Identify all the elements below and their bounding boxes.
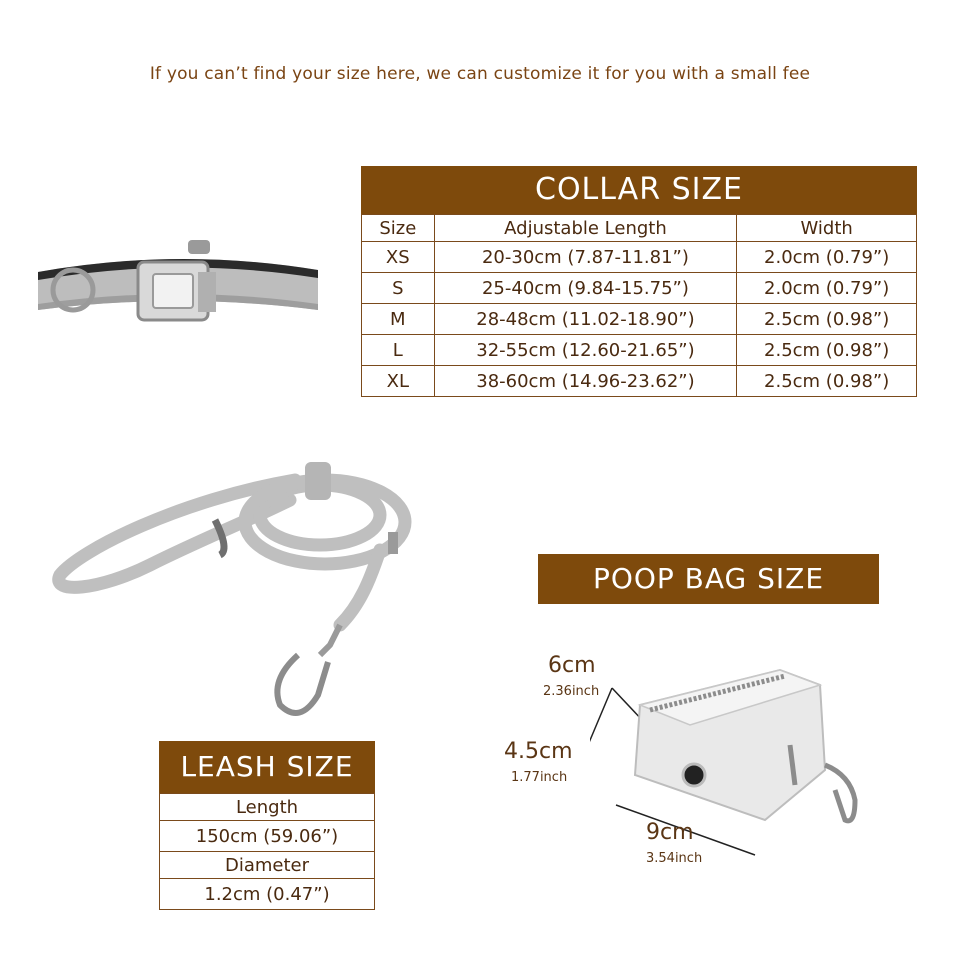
size-cell: S (362, 273, 435, 304)
column-header-width: Width (737, 215, 917, 242)
width-cell: 2.5cm (0.98”) (737, 304, 917, 335)
collar-image (28, 232, 348, 342)
poop-bag-size-title: POOP BAG SIZE (538, 554, 879, 604)
custom-size-notice: If you can’t find your size here, we can customize it for you with a small fee (149, 64, 811, 84)
width-cell: 2.5cm (0.98”) (737, 366, 917, 397)
table-row (160, 821, 375, 852)
length-cell: 20-30cm (7.87-11.81”) (434, 242, 737, 273)
table-row (160, 879, 375, 910)
size-cell: L (362, 335, 435, 366)
bag-height-cm: 6cm (548, 653, 596, 678)
length-cell: 32-55cm (12.60-21.65”) (434, 335, 737, 366)
size-cell: M (362, 304, 435, 335)
width-cell: 2.0cm (0.79”) (737, 242, 917, 273)
table-row (160, 852, 375, 879)
length-label: Length (160, 794, 375, 821)
poop-bag-image (590, 650, 910, 870)
bag-width-cm: 9cm (646, 820, 694, 845)
table-row (362, 273, 917, 304)
diameter-label: Diameter (160, 852, 375, 879)
size-cell: XS (362, 242, 435, 273)
size-cell: XL (362, 366, 435, 397)
column-header-size: Size (362, 215, 435, 242)
leash-image (40, 440, 440, 730)
leash-size-table (159, 793, 375, 910)
bag-depth-inch: 1.77inch (511, 770, 568, 785)
table-row (362, 366, 917, 397)
length-value: 150cm (59.06”) (160, 821, 375, 852)
table-row (362, 242, 917, 273)
bag-width-inch: 3.54inch (646, 851, 703, 866)
bag-depth-cm: 4.5cm (504, 739, 573, 764)
table-row (362, 335, 917, 366)
bag-height-inch: 2.36inch (543, 684, 600, 699)
table-header-row (362, 215, 917, 242)
width-cell: 2.0cm (0.79”) (737, 273, 917, 304)
collar-size-title: COLLAR SIZE (361, 166, 917, 214)
collar-size-table (361, 214, 917, 397)
table-row (362, 304, 917, 335)
length-cell: 25-40cm (9.84-15.75”) (434, 273, 737, 304)
table-row (160, 794, 375, 821)
diameter-value: 1.2cm (0.47”) (160, 879, 375, 910)
width-cell: 2.5cm (0.98”) (737, 335, 917, 366)
length-cell: 28-48cm (11.02-18.90”) (434, 304, 737, 335)
column-header-length: Adjustable Length (434, 215, 737, 242)
leash-size-title: LEASH SIZE (159, 741, 375, 793)
length-cell: 38-60cm (14.96-23.62”) (434, 366, 737, 397)
